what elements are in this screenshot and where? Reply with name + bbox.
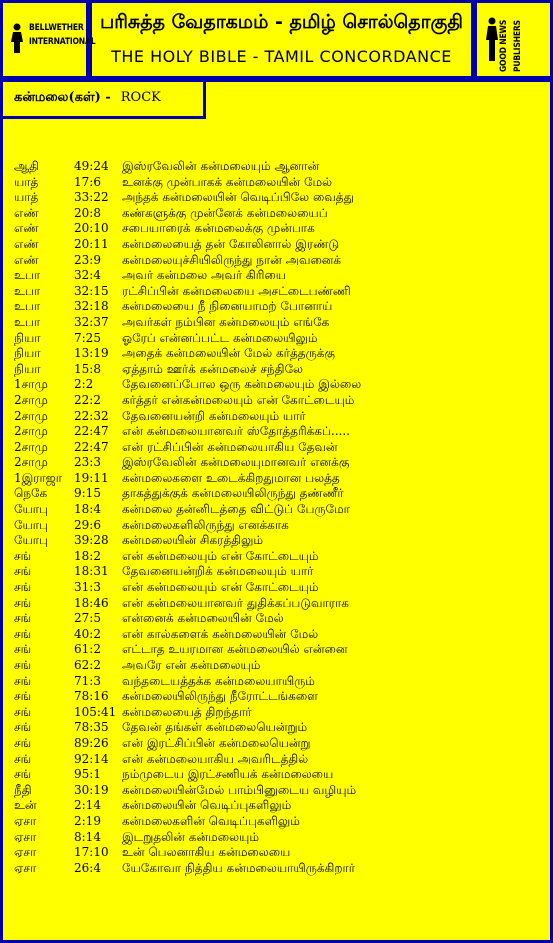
verse-excerpt: கண்களுக்கு முன்னேக் கன்மலையைப் [122,205,328,220]
verse-reference: 32:18 [74,299,109,314]
logo-right-line2: PUBLISHERS [513,20,524,73]
book-abbreviation: நியா [14,361,41,376]
verse-reference: 17:10 [74,845,109,860]
concordance-row [14,658,544,674]
verse-reference: 18:2 [74,548,101,563]
book-abbreviation: எண் [14,252,39,267]
verse-excerpt: என் கன்மலையும் என் கோட்டையும் [122,548,319,563]
concordance-row [14,752,544,768]
verse-excerpt: என் கன்மலையும் என் கோட்டையும் [122,580,319,595]
concordance-row [14,518,544,534]
concordance-row [14,237,544,253]
verse-reference: 18:31 [74,564,109,579]
verse-excerpt: அதைக் கன்மலையின் மேல் கர்த்தருக்கு [122,346,335,361]
concordance-row [14,486,544,502]
book-abbreviation: ஆதி [14,159,40,173]
concordance-row [14,502,544,518]
verse-excerpt: கன்மலையை நீ நினையாமற் போனாய் [122,299,333,314]
concordance-row [14,627,544,643]
verse-reference: 23:9 [74,252,101,267]
book-abbreviation: யோபு [14,533,49,548]
verse-reference: 33:22 [74,190,109,205]
concordance-row [14,159,544,175]
book-abbreviation: சங் [14,548,32,563]
person-icon [10,23,24,53]
verse-excerpt: ஏத்தாம் ஊர்க் கன்மலைச் சந்திலே [122,361,303,376]
verse-reference: 27:5 [74,611,101,626]
logo-right-frame [474,0,553,79]
concordance-row [14,689,544,705]
verse-excerpt: கன்மலையின்மேல் பாம்பினுடைய வழியும் [122,782,357,797]
verse-reference: 7:25 [74,330,101,345]
book-abbreviation: சங் [14,735,32,750]
concordance-row [14,362,544,378]
verse-excerpt: கன்மலையைத் தன் கோலினால் இரண்டு [122,236,340,251]
logo-left-line1: BELLWETHER [29,23,84,33]
concordance-row [14,798,544,814]
verse-excerpt: சபையாரைக் கன்மலைக்கு முன்பாக [122,221,315,236]
heading-english: ROCK [120,90,161,105]
book-abbreviation: சங் [14,751,32,766]
concordance-row [14,861,544,877]
concordance-row [14,346,544,362]
book-abbreviation: நெகே [14,486,48,501]
book-abbreviation: உபா [14,268,41,283]
verse-reference: 32:4 [74,268,101,283]
verse-reference: 20:10 [74,221,109,236]
verse-reference: 105:41 [74,704,117,719]
verse-excerpt: கர்த்தர் என்கன்மலையும் என் கோட்டையும் [122,392,355,407]
concordance-row [14,549,544,565]
concordance-row [14,533,544,549]
concordance-row [14,814,544,830]
book-abbreviation: சங் [14,767,32,782]
concordance-row [14,611,544,627]
book-abbreviation: ஏசா [14,829,37,844]
verse-reference: 13:19 [74,346,109,361]
book-abbreviation: யோபு [14,517,49,532]
concordance-row [14,190,544,206]
concordance-row [14,331,544,347]
concordance-row [14,471,544,487]
concordance-row [14,674,544,690]
book-abbreviation: சங் [14,689,32,704]
verse-excerpt: கன்மலைகளை உடைக்கிறதுமான பலத்த [122,470,340,485]
concordance-row [14,580,544,596]
book-abbreviation: எண் [14,236,39,251]
verse-reference: 78:35 [74,720,109,735]
verse-reference: 19:11 [74,470,109,485]
concordance-row [14,845,544,861]
verse-excerpt: ஓரேப் என்னப்பட்ட கன்மலையிலும் [122,330,318,345]
book-abbreviation: எண் [14,221,39,236]
verse-excerpt: தாகத்துக்குக் கன்மலையிலிருந்து தண்ணீர் [122,486,344,501]
concordance-row [14,783,544,799]
verse-reference: 71:3 [74,673,101,688]
verse-excerpt: என் கன்மலையானவர் ஸ்தோத்தரிக்கப்..... [122,424,350,439]
concordance-row [14,736,544,752]
verse-excerpt: எட்டாத உயரமான கன்மலையில் என்னை [122,642,348,657]
concordance-row [14,284,544,300]
title-tamil: பரிசுத்த வேதாகமம் - தமிழ் சொல்தொகுதி [100,11,463,33]
verse-excerpt: உன் பெலனாகிய கன்மலையை [122,845,291,860]
logo-right-line1: GOOD NEWS [499,19,510,73]
book-abbreviation: உன் [14,798,37,813]
verse-reference: 2:2 [74,377,94,392]
verse-excerpt: கன்மலையின் வெடிப்புகளிலும் [122,798,292,813]
verse-reference: 89:26 [74,735,109,750]
concordance-row [14,642,544,658]
book-abbreviation: 2சாமு [14,455,48,470]
verse-reference: 61:2 [74,642,101,657]
verse-excerpt: ரட்சிப்பின் கன்மலையை அசட்டைபண்ணி [122,283,351,298]
book-abbreviation: சங் [14,580,32,595]
concordance-row [14,767,544,783]
verse-reference: 49:24 [74,159,109,173]
verse-reference: 78:16 [74,689,109,704]
book-abbreviation: 1இராஜா [14,470,63,485]
book-abbreviation: உபா [14,314,41,329]
book-abbreviation: உபா [14,299,41,314]
verse-reference: 9:15 [74,486,101,501]
verse-reference: 26:4 [74,860,101,875]
verse-reference: 92:14 [74,751,109,766]
verse-reference: 2:14 [74,798,101,813]
book-abbreviation: யாத் [14,190,39,205]
verse-excerpt: இஸ்ரவேலின் கன்மலையும் ஆனான் [122,159,320,173]
logo-left-frame [0,0,96,79]
concordance-row [14,206,544,222]
verse-reference: 22:2 [74,392,101,407]
verse-reference: 29:6 [74,517,101,532]
book-abbreviation: எண் [14,205,39,220]
verse-excerpt: என்னைக் கன்மலையின் மேல் [122,611,284,626]
verse-reference: 8:14 [74,829,101,844]
book-abbreviation: 1சாமு [14,377,48,392]
logo-left-line2: INTERNATIONAL [29,37,96,47]
book-abbreviation: சங் [14,611,32,626]
verse-excerpt: தேவனையன்றி கன்மலையும் யார் [122,408,306,423]
verse-reference: 23:3 [74,455,101,470]
verse-reference: 15:8 [74,361,101,376]
verse-excerpt: அவர் கன்மலை அவர் கிரியை [122,268,287,283]
verse-reference: 20:8 [74,205,101,220]
book-abbreviation: யாத் [14,174,39,189]
book-abbreviation: ஏசா [14,845,37,860]
book-abbreviation: 2சாமு [14,439,48,454]
book-abbreviation: 2சாமு [14,424,48,439]
title-box [89,0,474,79]
verse-excerpt: தேவனைப்போல ஒரு கன்மலையும் இல்லை [122,377,362,392]
concordance-row [14,268,544,284]
verse-excerpt: யேகோவா நித்திய கன்மலையாயிருக்கிறார் [122,860,356,875]
book-abbreviation: சங் [14,658,32,672]
book-abbreviation: ஏசா [14,860,37,875]
verse-reference: 32:15 [74,283,109,298]
verse-reference: 22:47 [74,439,109,454]
concordance-row [14,315,544,331]
goodnews-logo [477,3,550,76]
verse-reference: 95:1 [74,767,101,782]
book-abbreviation: சங் [14,642,32,657]
verse-reference: 22:47 [74,424,109,439]
verse-excerpt: கன்மலையுச்சியிலிருந்து நான் அவனைக் [122,252,342,267]
verse-reference: 22:32 [74,408,109,423]
heading-tamil: கன்மலை(கள்) - [14,90,111,105]
verse-reference: 18:4 [74,502,101,517]
book-abbreviation: ஏசா [14,813,37,828]
verse-reference: 18:46 [74,595,109,610]
verse-excerpt: வந்தடையத்தக்க கன்மலையாயிரும் [122,673,315,688]
concordance-row [14,424,544,440]
concordance-row [14,440,544,456]
concordance-row [14,393,544,409]
concordance-row [14,564,544,580]
concordance-list [14,159,544,876]
verse-excerpt: என் கன்மலையாகிய அவரிடத்தில் [122,751,309,766]
concordance-row [14,596,544,612]
book-abbreviation: யோபு [14,502,49,517]
verse-excerpt: என் இரட்சிப்பின் கன்மலையென்று [122,735,311,750]
verse-reference: 2:19 [74,813,101,828]
concordance-row [14,830,544,846]
book-abbreviation: சங் [14,673,32,688]
concordance-row [14,705,544,721]
verse-excerpt: நம்முடைய இரட்சணியக் கன்மலையை [122,767,334,782]
book-abbreviation: சங் [14,626,32,641]
concordance-row [14,299,544,315]
verse-excerpt: என் கன்மலையானவர் துதிக்கப்படுவாராக [122,595,349,610]
verse-excerpt: உனக்கு முன்பாகக் கன்மலையின் மேல் [122,174,333,189]
verse-excerpt: அந்தக் கன்மலையின் வெடிப்பிலே வைத்து [122,190,355,205]
book-abbreviation: சங் [14,704,32,719]
verse-excerpt: அவர்கள் நம்பின கன்மலையும் எங்கே [122,314,330,329]
verse-reference: 62:2 [74,658,101,672]
book-abbreviation: நீதி [14,782,32,797]
book-abbreviation: 2சாமு [14,408,48,423]
title-english: THE HOLY BIBLE - TAMIL CONCORDANCE [111,47,452,66]
verse-excerpt: இடறுதலின் கன்மலையும் [122,829,259,844]
verse-excerpt: கன்மலை தன்னிடத்தை விட்டுப் பேருமோ [122,502,350,517]
book-abbreviation: நியா [14,346,41,361]
verse-excerpt: தேவனையன்றிக் கன்மலையும் யார் [122,564,314,579]
verse-excerpt: அவரே என் கன்மலையும் [122,658,261,672]
concordance-row [14,175,544,191]
verse-reference: 32:37 [74,314,109,329]
verse-excerpt: கன்மலைகளிலிருந்து எனக்காக [122,517,289,532]
verse-excerpt: இஸ்ரவேலின் கன்மலையுமானவர் எனக்கு [122,455,350,470]
concordance-row [14,253,544,269]
word-heading [14,90,161,106]
verse-excerpt: கன்மலையின் சிகரத்திலும் [122,533,263,548]
book-abbreviation: 2சாமு [14,392,48,407]
verse-reference: 40:2 [74,626,101,641]
book-abbreviation: உபா [14,283,41,298]
verse-excerpt: தேவன் தங்கள் கன்மலையென்றும் [122,720,308,735]
verse-excerpt: என் கால்களைக் கன்மலையின் மேல் [122,626,319,641]
verse-reference: 20:11 [74,236,109,251]
verse-reference: 17:6 [74,174,101,189]
book-abbreviation: சங் [14,595,32,610]
verse-reference: 31:3 [74,580,101,595]
concordance-row [14,455,544,471]
book-abbreviation: நியா [14,330,41,345]
book-abbreviation: சங் [14,564,32,579]
bellwether-logo [3,3,96,76]
verse-excerpt: கன்மலையிலிருந்து நீரோட்டங்களை [122,689,319,704]
concordance-row [14,409,544,425]
verse-excerpt: என் ரட்சிப்பின் கன்மலையாகிய தேவன் [122,439,338,454]
verse-excerpt: கன்மலைகளின் வெடிப்புகளிலும் [122,813,300,828]
book-abbreviation: சங் [14,720,32,735]
concordance-row [14,720,544,736]
concordance-row [14,221,544,237]
concordance-row [14,377,544,393]
verse-reference: 30:19 [74,782,109,797]
verse-excerpt: கன்மலையைத் திறந்தார் [122,704,252,719]
verse-reference: 39:28 [74,533,109,548]
